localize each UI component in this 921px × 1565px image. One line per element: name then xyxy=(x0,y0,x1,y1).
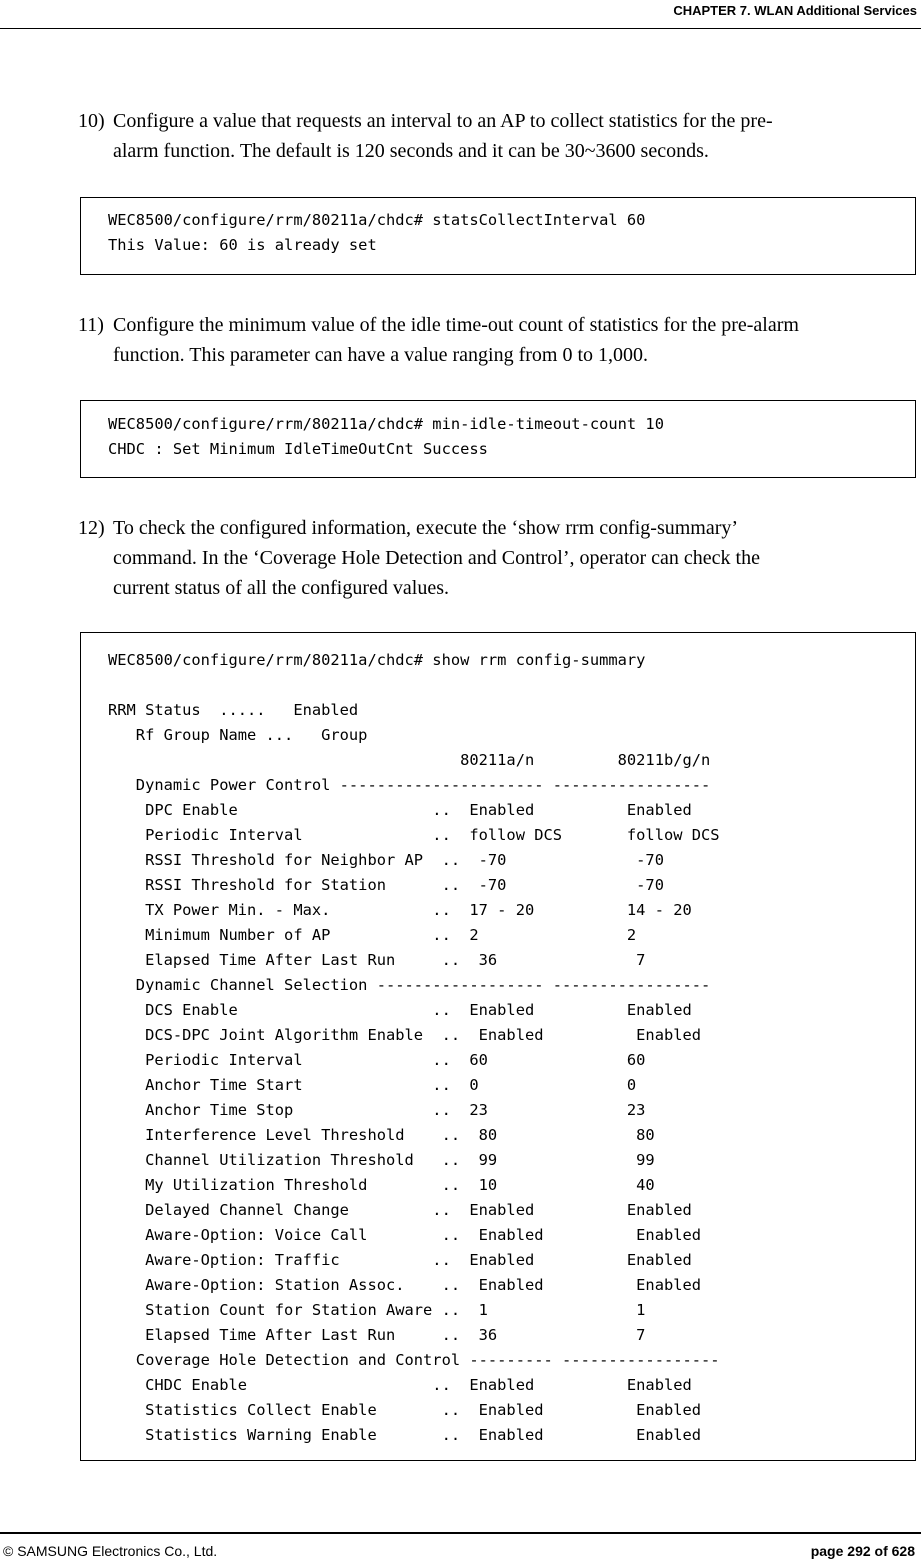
step-12 xyxy=(78,513,908,603)
code-block-step-10 xyxy=(80,197,916,275)
code-text: WEC8500/configure/rrm/80211a/chdc# min-idle-timeout-count 10 CHDC : Set Minimum IdleTimeOutCnt Success xyxy=(108,415,664,458)
chapter-title: CHAPTER 7. WLAN Additional Services xyxy=(673,3,917,18)
step-line: 10) Configure a value that requests an interval to an AP to collect statistics for the pre- xyxy=(78,106,908,136)
code-text: WEC8500/configure/rrm/80211a/chdc# statsCollectInterval 60 This Value: 60 is already set xyxy=(108,211,646,254)
code-block-step-12 xyxy=(80,632,916,1461)
step-11 xyxy=(78,310,908,370)
page-header xyxy=(0,0,921,29)
code-block-step-11 xyxy=(80,400,916,478)
step-10 xyxy=(78,106,908,166)
page-number: page 292 of 628 xyxy=(810,1543,915,1559)
step-line: command. In the ‘Coverage Hole Detection and Control’, operator can check the xyxy=(113,547,760,569)
code-text: WEC8500/configure/rrm/80211a/chdc# show rrm config-summary RRM Status ..... Enabled Rf Group Name ... Group 80211a/n 80211b/g/n Dynamic Power Control ---------------------- ----------------- DPC Enable .. Enabled Enabled Periodic Interval .. follow DCS follow DCS RSSI Threshold for Neighbor AP .. -70 -70 RSSI Threshold for Station .. -70 -70 TX Power Min. - Max. .. 17 - 20 14 - 20 Minimum Number of AP .. 2 2 Elapsed Time After Last Run .. 36 7 Dynamic Channel Selection ------------------ ----------------- DCS Enable .. Enabled Enabled DCS-DPC Joint Algorithm Enable .. Enabled Enabled Periodic Interval .. 60 60 Anchor Time Start .. 0 0 Anchor Time Stop .. 23 23 Interference Level Threshold .. 80 80 Channel Utilization Threshold .. 99 99 My Utilization Threshold .. 10 40 Delayed Channel Change .. Enabled Enabled Aware-Option: Voice Call .. Enabled Enabled Aware-Option: Traffic .. Enabled Enabled Aware-Option: Station Assoc. .. Enabled Enabled Station Count for Station Aware .. 1 1 Elapsed Time After Last Run .. 36 7 Coverage Hole Detection and Control --------- ----------------- CHDC Enable .. Enabled Enabled Statistics Collect Enable .. Enabled Enabled Statistics Warning Enable .. Enabled Enabled xyxy=(108,651,720,1444)
copyright-text: © SAMSUNG Electronics Co., Ltd. xyxy=(3,1543,218,1559)
step-line: 12) To check the configured information, execute the ‘show rrm config-summary’ xyxy=(78,513,908,543)
step-line: current status of all the configured values. xyxy=(113,577,449,599)
step-number: 11) xyxy=(78,314,104,336)
page-footer xyxy=(0,1532,921,1559)
step-line: 11) Configure the minimum value of the idle time-out count of statistics for the pre-alarm xyxy=(78,310,908,340)
step-line: alarm function. The default is 120 seconds and it can be 30~3600 seconds. xyxy=(113,140,709,162)
step-line: function. This parameter can have a value ranging from 0 to 1,000. xyxy=(113,344,649,366)
step-number: 10) xyxy=(78,110,105,132)
step-number: 12) xyxy=(78,517,105,539)
